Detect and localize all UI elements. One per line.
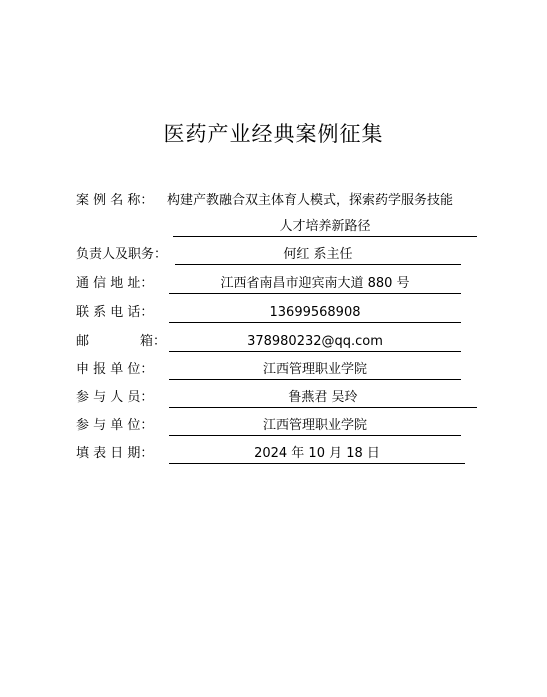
date-row [76,444,480,464]
address-row [76,274,476,294]
phone-field [169,303,461,323]
address-label: 通 信 地 址： [76,276,154,291]
participants-label: 参 与 人 员： [76,390,154,405]
case-name-line2-field [173,218,477,237]
participant-unit-label: 参 与 单 位： [76,418,154,433]
date-value: 2024 年 10 月 18 日 [254,446,380,461]
email-label-char1: 邮 [76,334,90,349]
leader-field [175,245,461,265]
date-label: 填 表 日 期： [76,446,154,461]
email-row [76,332,476,352]
address-field [169,274,461,294]
applicant-value: 江西管理职业学院 [262,362,367,377]
phone-row [76,303,476,323]
leader-label: 负责人及职务： [76,247,168,262]
leader-row [76,245,476,265]
participant-unit-value: 江西管理职业学院 [262,418,367,433]
participants-row [76,388,480,408]
participant-unit-field [169,416,461,436]
email-field [169,332,461,352]
email-value: 378980232@qq.com [247,334,383,349]
phone-value: 13699568908 [269,305,361,320]
leader-value: 何红 系主任 [283,247,353,262]
email-label [76,332,167,352]
applicant-row [76,360,476,380]
case-name-label: 案 例 名 称： [76,193,154,208]
applicant-field [169,360,461,380]
email-label-char2: 箱： [140,334,167,349]
date-field [169,444,465,464]
case-name-line2: 人才培养新路径 [279,219,371,234]
case-name-line1: 构建产教融合双主体育人模式，探索药学服务技能 [167,193,454,208]
address-value: 江西省南昌市迎宾南大道 880 号 [220,276,410,291]
participant-unit-row [76,416,476,436]
page-title: 医药产业经典案例征集 [163,122,384,146]
participants-value: 鲁燕君 吴玲 [288,390,358,405]
applicant-label: 申 报 单 位： [76,362,154,377]
case-name-row [76,191,496,234]
participants-field [169,388,477,408]
phone-label: 联 系 电 话： [76,305,154,320]
